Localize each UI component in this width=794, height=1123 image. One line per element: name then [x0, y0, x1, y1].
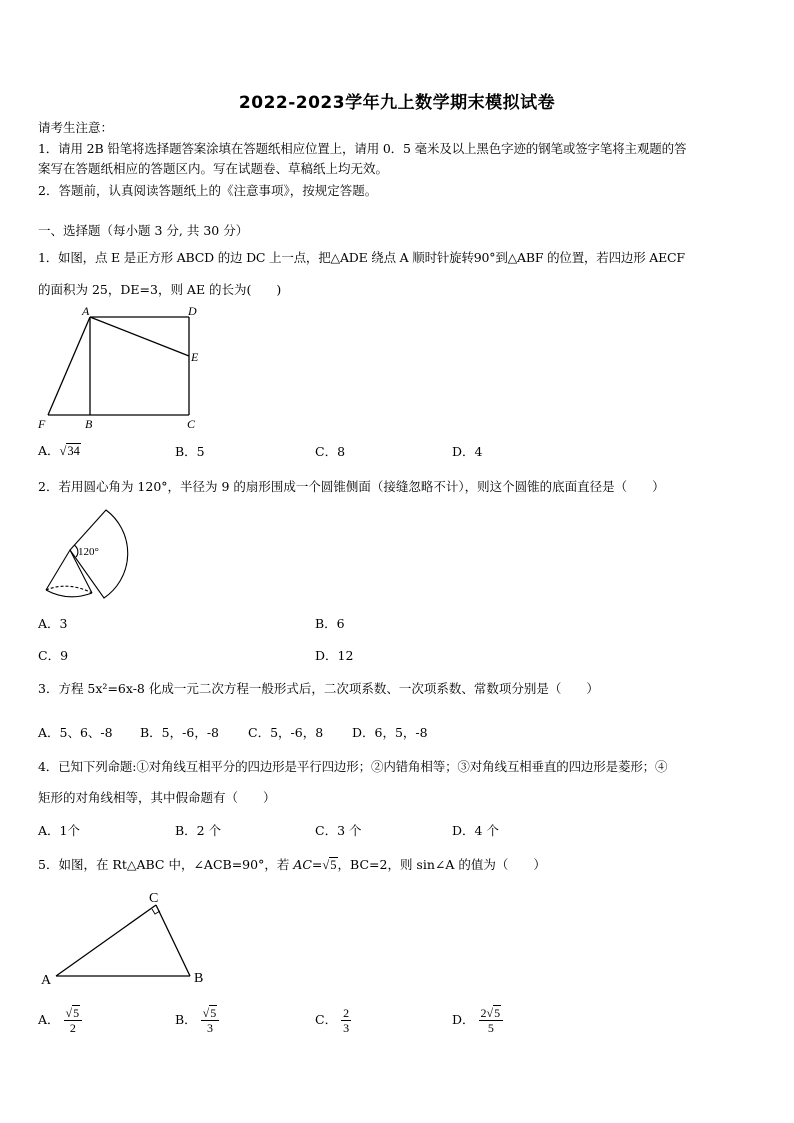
q1-option-a-prefix: A．: [38, 443, 60, 458]
q1-figure-square: [34, 302, 214, 432]
q5-option-c-prefix: C．: [315, 1012, 338, 1027]
q1-option-a-sqrt: √34: [59, 444, 80, 458]
q5-segment-ac: [56, 905, 156, 976]
q4-text-line-1: 4．已知下列命题:①对角线互相平分的四边形是平行四边形；②内错角相等；③对角线互相垂直的四边形是菱形；④: [38, 759, 668, 774]
q5-option-d-prefix: D．: [452, 1012, 475, 1027]
q5-option-a[interactable]: [38, 1006, 82, 1035]
q1-text-line-1: 1．如图，点 E 是正方形 ABCD 的边 DC 上一点，把△ADE 绕点 A 顺时针旋转90°到△ABF 的位置，若四边形 AECF: [38, 250, 685, 265]
q5-ac-label: AC: [293, 857, 312, 872]
q4-option-a[interactable]: A．1个: [38, 823, 80, 838]
q5-eq-sign: =: [311, 857, 323, 872]
q5-option-d[interactable]: [452, 1006, 503, 1035]
q2-option-c[interactable]: C．9: [38, 648, 69, 663]
q5-option-d-numerator: 2√5: [479, 1006, 504, 1021]
q4-option-d[interactable]: D．4 个: [452, 823, 499, 838]
q5-option-a-denominator: 2: [69, 1021, 76, 1035]
q5-option-c-fraction: [341, 1006, 351, 1035]
q2-text-line-1: 2．若用圆心角为 120°，半径为 9 的扇形围成一个圆锥侧面（接缝忽略不计），则这个圆锥的底面直径是（ ）: [38, 479, 665, 494]
q5-text-line-1: [38, 857, 546, 873]
q3-text-line-1: 3．方程 5x²=6x-8 化成一元二次方程一般形式后，二次项系数、一次项系数、常数项分别是（ ）: [38, 681, 599, 696]
q1-label-e: E: [191, 350, 199, 364]
q1-label-c: C: [187, 417, 196, 431]
section-heading: 一、选择题（每小题 3 分, 共 30 分）: [38, 223, 249, 238]
q5-option-a-radicand: 5: [73, 1006, 80, 1020]
q5-option-b-prefix: B．: [175, 1012, 197, 1027]
q5-option-b-numerator: √5: [201, 1006, 220, 1021]
q5-option-d-radicand: 5: [494, 1006, 501, 1020]
q1-label-d: D: [188, 304, 197, 318]
q5-option-d-denominator: 5: [487, 1021, 494, 1035]
q2-cone-base-back: [46, 586, 92, 593]
q2-angle-label: 120°: [78, 546, 99, 558]
q5-option-c-numerator: 2: [343, 1006, 350, 1020]
q1-label-a: A: [82, 304, 90, 318]
q2-option-a[interactable]: A．3: [38, 616, 68, 631]
q5-option-d-coefficient: 2: [480, 1006, 487, 1020]
q4-text-line-2: 矩形的对角线相等，其中假命题有（ ）: [38, 790, 276, 805]
q5-option-c-denominator: 3: [343, 1021, 350, 1035]
q5-option-b-radicand: 5: [210, 1006, 217, 1020]
q4-option-b[interactable]: B．2 个: [175, 823, 222, 838]
page-title: 2022-2023学年九上数学期末模拟试卷: [238, 93, 556, 113]
q1-option-a-radicand: 34: [67, 444, 80, 458]
q5-ac-radicand: 5: [330, 858, 337, 872]
notice-line-2: 案写在答题纸相应的答题区内。写在试题卷、草稿纸上均无效。: [38, 161, 389, 176]
q3-option-a[interactable]: A．5、6、-8: [38, 725, 113, 740]
q5-text-prefix: 5．如图，在 Rt△ABC 中，∠ACB=90°，若: [38, 857, 290, 872]
q1-segment-ae: [90, 317, 189, 356]
q5-option-c[interactable]: [315, 1006, 351, 1035]
q5-option-a-numerator: √5: [64, 1006, 83, 1021]
q2-cone-left-edge: [46, 550, 70, 590]
q1-label-b: B: [85, 417, 93, 431]
q5-segment-cb: [156, 905, 190, 976]
q5-label-a: A: [41, 973, 52, 988]
q5-option-a-prefix: A．: [38, 1012, 60, 1027]
q1-label-f: F: [38, 417, 46, 431]
notice-line-1: 1．请用 2B 铅笔将选择题答案涂填在答题纸相应位置上，请用 0．5 毫米及以上黑色字迹的钢笔或签字笔将主观题的答: [38, 141, 687, 156]
q4-option-c[interactable]: C．3 个: [315, 823, 362, 838]
q5-option-b[interactable]: [175, 1006, 219, 1035]
q1-option-b[interactable]: B．5: [175, 444, 205, 459]
q5-ac-sqrt: √5: [322, 858, 337, 872]
q5-label-b: B: [194, 971, 204, 986]
q2-figure-cone: [38, 505, 138, 605]
q5-label-c: C: [149, 891, 159, 906]
notice-heading: 请考生注意：: [38, 120, 114, 135]
q5-text-suffix: ，BC=2，则 sin∠A 的值为（ ）: [337, 857, 546, 872]
q2-option-d[interactable]: D．12: [315, 648, 354, 663]
q3-option-d[interactable]: D．6，5，-8: [352, 725, 428, 740]
q5-option-b-denominator: 3: [206, 1021, 213, 1035]
q1-option-a[interactable]: [38, 441, 81, 459]
q5-option-d-fraction: [479, 1006, 504, 1035]
q3-option-c[interactable]: C．5，-6，8: [248, 725, 324, 740]
notice-line-3: 2．答题前，认真阅读答题纸上的《注意事项》，按规定答题。: [38, 183, 378, 198]
q3-option-b[interactable]: B．5，-6，-8: [140, 725, 219, 740]
q2-option-b[interactable]: B．6: [315, 616, 345, 631]
q1-option-d[interactable]: D．4: [452, 444, 483, 459]
q5-option-a-fraction: [64, 1006, 83, 1035]
q5-option-b-fraction: [201, 1006, 220, 1035]
q1-segment-af: [48, 317, 90, 415]
q1-text-line-2: 的面积为 25，DE=3，则 AE 的长为( ): [38, 282, 282, 297]
q2-cone-base-front: [46, 590, 92, 597]
q1-option-c[interactable]: C．8: [315, 444, 346, 459]
q5-figure-triangle: [36, 884, 216, 989]
